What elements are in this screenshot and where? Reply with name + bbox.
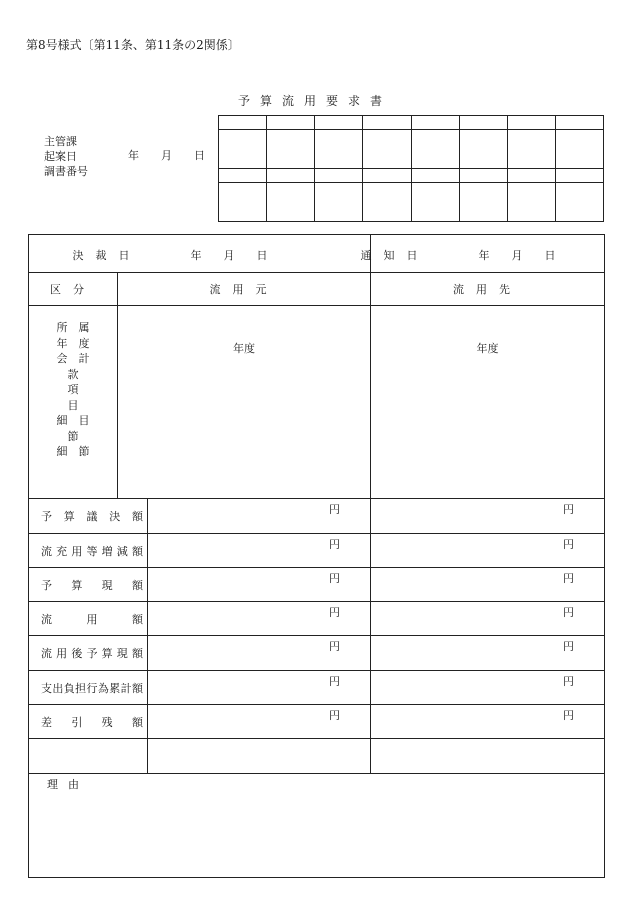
amount-row-text <box>35 577 147 593</box>
notice-date-cell[interactable] <box>360 235 605 273</box>
label-char: 負 <box>63 681 75 695</box>
stamp-cell[interactable] <box>267 169 315 183</box>
label-char: 現 <box>101 578 113 592</box>
label-char: 為 <box>97 681 109 695</box>
draft-date-label: 起案日 <box>44 150 77 163</box>
category-header: 区分 <box>29 273 118 306</box>
source-amount-field[interactable]: 円 <box>148 534 371 568</box>
stamp-cell[interactable] <box>459 169 507 183</box>
amount-row-text <box>35 680 147 696</box>
stamp-cell[interactable] <box>411 183 459 222</box>
stamp-cell[interactable] <box>315 116 363 130</box>
label-char: 担 <box>75 681 87 695</box>
stamp-cell[interactable] <box>411 169 459 183</box>
label-char: 差 <box>41 715 52 729</box>
destination-amount-field[interactable]: 円 <box>371 602 605 636</box>
amount-row-label <box>29 534 148 568</box>
label-char: 額 <box>131 647 143 660</box>
stamp-cell[interactable] <box>507 116 555 130</box>
label-char: 減 <box>116 544 128 558</box>
amount-row-label <box>29 636 148 671</box>
destination-amount-field[interactable]: 円 <box>371 671 605 705</box>
label-char: 用 <box>86 612 98 626</box>
blank-row-label[interactable] <box>29 739 148 774</box>
attribute-label: 款 <box>67 367 79 381</box>
destination-amount-field[interactable]: 円 <box>371 534 605 568</box>
source-amount-field[interactable]: 円 <box>148 602 371 636</box>
label-char: 議 <box>86 510 98 523</box>
fiscal-year-label: 年度 <box>233 342 255 355</box>
doc-number-label: 調書番号 <box>44 165 88 178</box>
destination-amount-field[interactable]: 円 <box>371 568 605 602</box>
stamp-cell[interactable] <box>411 130 459 169</box>
source-amount-field[interactable]: 円 <box>148 499 371 534</box>
stamp-cell[interactable] <box>555 169 603 183</box>
destination-amount-field[interactable]: 円 <box>371 705 605 739</box>
draft-date-value: 年 月 日 <box>128 149 205 162</box>
label-char: 流 <box>41 612 52 626</box>
label-char: 残 <box>101 715 113 729</box>
form-number: 第8号様式〔第11条、第11条の2関係〕 <box>26 38 240 52</box>
label-char: 額 <box>131 715 143 729</box>
amount-row-label <box>29 671 148 705</box>
amount-row-label <box>29 602 148 636</box>
destination-amount-field[interactable]: 円 <box>371 499 605 534</box>
label-char: 算 <box>71 578 83 592</box>
stamp-cell[interactable] <box>459 183 507 222</box>
attribute-labels <box>29 306 118 499</box>
stamp-cell[interactable] <box>363 183 411 222</box>
reason-label: 理由 <box>47 778 89 791</box>
amount-row-text <box>35 543 147 559</box>
amount-row-text <box>35 714 147 730</box>
label-char: 等 <box>86 544 98 558</box>
label-char: 用 <box>71 544 83 558</box>
notice-date-value: 年 月 日 <box>478 248 556 262</box>
attribute-label: 目 <box>67 398 79 412</box>
attribute-label: 細 目 <box>56 414 90 427</box>
amount-row-text <box>35 508 147 524</box>
source-amount-field[interactable]: 円 <box>148 568 371 602</box>
label-char: 増 <box>101 544 113 558</box>
stamp-cell[interactable] <box>459 116 507 130</box>
reason-field[interactable] <box>29 774 605 878</box>
amount-row-text <box>35 645 147 661</box>
stamp-cell[interactable] <box>267 116 315 130</box>
blank-source-field[interactable] <box>148 739 371 774</box>
decision-date-value: 年 月 日 <box>190 248 268 262</box>
label-char: 額 <box>132 510 143 523</box>
stamp-cell[interactable] <box>411 116 459 130</box>
attribute-label: 会 計 <box>56 352 90 365</box>
stamp-cell[interactable] <box>267 183 315 222</box>
label-char: 額 <box>131 578 143 592</box>
stamp-cell[interactable] <box>219 169 267 183</box>
label-char: 出 <box>52 681 64 695</box>
stamp-cell[interactable] <box>219 130 267 169</box>
label-char: 累 <box>109 681 121 695</box>
label-char: 決 <box>109 510 121 523</box>
source-amount-field[interactable]: 円 <box>148 671 371 705</box>
label-char: 額 <box>131 544 143 558</box>
label-char: 支 <box>41 681 52 695</box>
label-char: 額 <box>132 612 143 626</box>
blank-destination-field[interactable] <box>371 739 605 774</box>
destination-amount-field[interactable]: 円 <box>371 636 605 671</box>
source-header: 流用元 <box>118 273 371 306</box>
stamp-cell[interactable] <box>459 130 507 169</box>
stamp-cell[interactable] <box>219 183 267 222</box>
label-char: 計 <box>120 681 132 695</box>
amount-row-text <box>35 611 147 627</box>
label-char: 予 <box>41 578 52 592</box>
label-char: 流 <box>41 647 52 660</box>
stamp-cell[interactable] <box>315 183 363 222</box>
page-title: 予算流用要求書 <box>237 94 392 108</box>
attribute-label: 項 <box>67 383 79 396</box>
destination-header: 流用先 <box>371 273 605 306</box>
decision-date-label: 決裁日 <box>72 248 142 262</box>
source-amount-field[interactable]: 円 <box>148 636 371 671</box>
label-char: 引 <box>71 715 83 729</box>
stamp-cell[interactable] <box>363 130 411 169</box>
stamp-cell[interactable] <box>315 130 363 169</box>
destination-attributes-field[interactable] <box>371 306 605 499</box>
stamp-cell[interactable] <box>219 116 267 130</box>
attribute-label: 細 節 <box>56 445 90 458</box>
stamp-cell[interactable] <box>507 169 555 183</box>
stamp-cell[interactable] <box>507 130 555 169</box>
label-char: 額 <box>132 681 143 695</box>
stamp-cell[interactable] <box>363 169 411 183</box>
label-char: 予 <box>41 510 52 523</box>
decision-date-cell[interactable] <box>29 235 371 273</box>
label-char: 予 <box>86 647 98 660</box>
approval-stamp-grid <box>218 115 604 222</box>
budget-transfer-table <box>28 234 605 878</box>
source-amount-field[interactable]: 円 <box>148 705 371 739</box>
amount-row-label <box>29 705 148 739</box>
stamp-cell[interactable] <box>267 130 315 169</box>
notice-date-label: 通知日 <box>360 248 430 262</box>
attribute-label: 年 度 <box>56 336 90 350</box>
stamp-cell[interactable] <box>363 116 411 130</box>
stamp-cell[interactable] <box>315 169 363 183</box>
label-char: 用 <box>56 647 68 660</box>
label-char: 後 <box>71 647 83 660</box>
source-attributes-field[interactable] <box>118 306 371 499</box>
label-char: 現 <box>116 647 128 660</box>
stamp-cell[interactable] <box>555 116 603 130</box>
fiscal-year-label: 年度 <box>476 342 499 355</box>
attribute-label: 所 属 <box>56 321 90 334</box>
amount-row-label <box>29 499 148 534</box>
dept-label: 主管課 <box>44 135 77 148</box>
label-char: 算 <box>101 647 113 660</box>
stamp-cell[interactable] <box>555 130 603 169</box>
label-char: 算 <box>63 510 75 523</box>
label-char: 流 <box>41 544 52 558</box>
amount-row-label <box>29 568 148 602</box>
label-char: 行 <box>86 681 98 695</box>
label-char: 充 <box>56 544 68 558</box>
stamp-cell[interactable] <box>555 183 603 222</box>
stamp-cell[interactable] <box>507 183 555 222</box>
attribute-label: 節 <box>67 429 79 443</box>
